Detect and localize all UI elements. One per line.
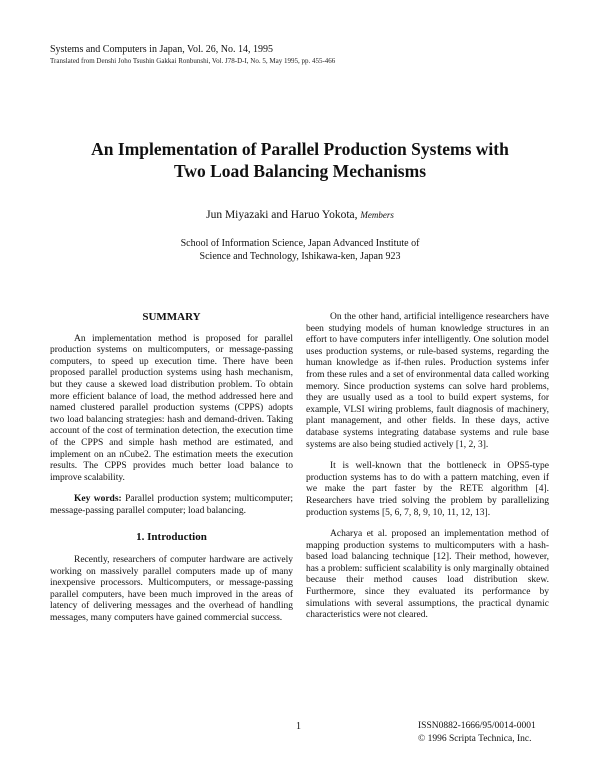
left-column <box>50 312 293 625</box>
authors <box>0 209 600 221</box>
intro-heading: 1. Introduction <box>136 530 207 543</box>
keywords-label: Key words: <box>74 494 122 505</box>
keywords-text: Parallel production system; multicomputer; message-passing parallel computer; load balancing. <box>50 494 294 516</box>
copyright: © 1996 Scripta Technica, Inc. <box>418 734 532 744</box>
title-line-1: An Implementation of Parallel Production Systems with <box>91 139 509 159</box>
paper-title <box>40 138 560 182</box>
intro-paragraph-1: Recently, researchers of computer hardware are actively working on massively parallel computers made up of many inexpensive processors. Multicomputers, or message-passing parallel computers, have been much improved in the areas of latency of delivering messages and the overhead of handling messages, many computers have gained commercial success. <box>50 555 293 624</box>
issn: ISSN0882-1666/95/0014-0001 <box>418 721 536 731</box>
keywords <box>50 494 293 517</box>
affiliation-line-1: School of Information Science, Japan Advanced Institute of <box>180 238 420 249</box>
page-number: 1 <box>296 721 301 732</box>
right-column <box>306 312 549 622</box>
journal-citation: Systems and Computers in Japan, Vol. 26, No. 14, 1995 <box>50 44 273 55</box>
right-paragraph-2: It is well-known that the bottleneck in OPS5-type production systems has to do with a pattern matching, even if we make the part faster by the RETE algorithm [4]. Researchers have tried solving the problem by parallelizing production systems [5, 6, 7, 8, 9, 10, 11, 12, 13]. <box>306 461 549 518</box>
title-line-2: Two Load Balancing Mechanisms <box>174 161 426 181</box>
summary-text: An implementation method is proposed for parallel production systems on multicomputers, or message-passing computers, to speed up execution time. There have been proposed parallel production systems using hash mechanism, but they cause a skewed load distribution problem. To obtain more efficient balance of load, the method addressed here and named clustered parallel production systems (CPPS) adopts two load balancing strategies: hash and demand-driven. Taking account of the cost of termination detection, the execution time of the CPPS and simple hash method are estimated, and implement on an nCube2. The estimation meets the execution results. The CPPS provides much better load balance to improve scalability. <box>50 333 293 483</box>
right-paragraph-1: On the other hand, artificial intelligence researchers have been studying models of human knowledge structures in an effort to have computers infer intelligently. One solution model uses production systems, or rule-based systems, regarding the human knowledge as if-then rules. Production systems infer from these rules and a set of environmental data called working memory. Since production systems can solve hard problems, they are usually used as a tool to build expert systems, for example, VLSI wiring problems, fault diagnosis of machinery, plant management, and other fields. In these days, active database systems integrating database systems and rule base systems are also being studied actively [1, 2, 3]. <box>306 312 549 450</box>
affiliation-line-2: Science and Technology, Ishikawa-ken, Japan 923 <box>199 251 401 262</box>
author-names: Jun Miyazaki and Haruo Yokota, <box>206 209 358 221</box>
affiliation <box>0 237 600 263</box>
author-role: Members <box>360 210 394 220</box>
summary-heading: SUMMARY <box>142 311 201 323</box>
translation-source: Translated from Denshi Joho Tsushin Gakkai Ronbunshi, Vol. J78-D-I, No. 5, May 1995, pp. 455-466 <box>50 57 336 65</box>
footer-issn <box>418 720 536 746</box>
right-paragraph-3: Acharya et al. proposed an implementation method of mapping production systems to multicomputers with a hash-based load balancing technique [12]. Their method, however, has a problem: sufficient scalability is only marginally obtained because their method causes load distribution skew. Furthermore, since they evaluated its performance by simulations with several assumptions, the practical dynamic characteristics were not cleared. <box>306 529 549 621</box>
